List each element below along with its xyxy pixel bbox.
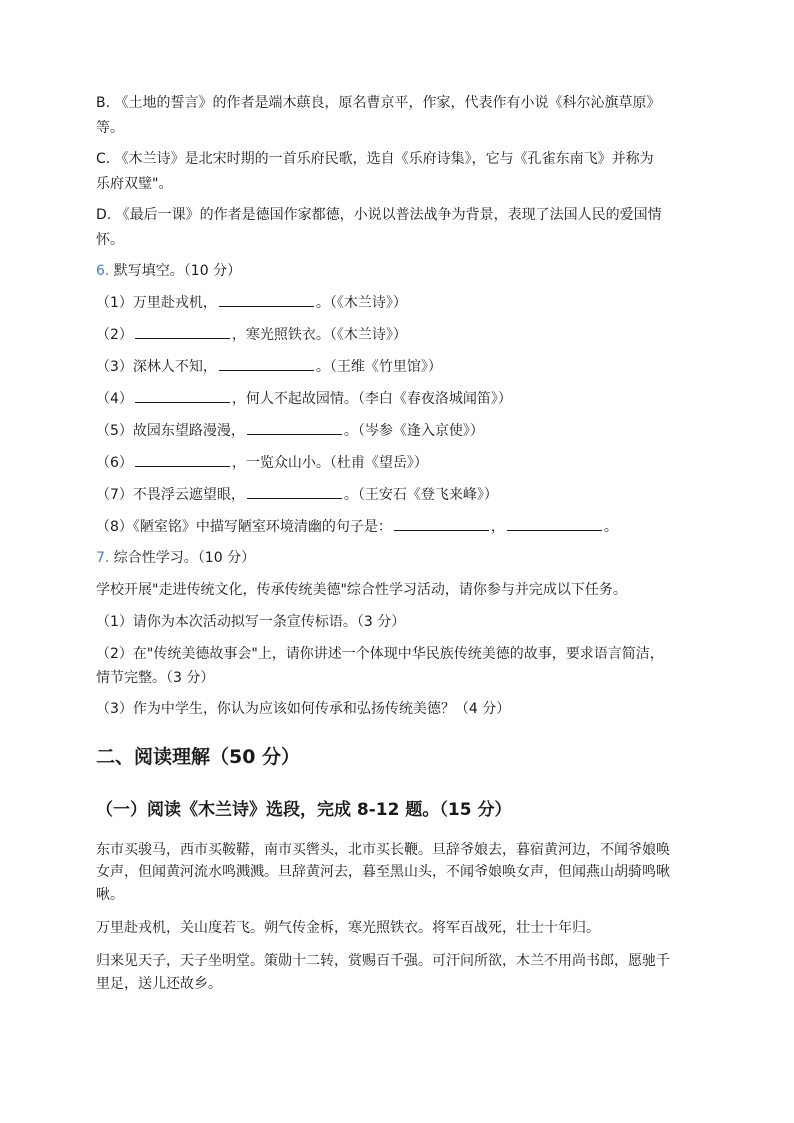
passage-para-3-line-1: 归来见天子，天子坐明堂。策勋十二转，赏赐百千强。可汗问所欲，木兰不用尚书郎，愿驰千: [96, 953, 670, 969]
fill-item-5: [96, 420, 484, 441]
option-d-line-2: 怀。: [96, 232, 124, 248]
answer-blank[interactable]: [219, 356, 314, 371]
option-b-line-2: 等。: [96, 120, 124, 136]
answer-blank[interactable]: [394, 516, 489, 531]
question-title: 默写填空。（10 分）: [109, 263, 242, 279]
question-7-task-3: （3）作为中学生，你认为应该如何传承和弘扬传统美德？（4 分）: [96, 701, 511, 717]
fill-item-1: [96, 292, 407, 313]
fill-item-suffix: 。（《木兰诗》）: [315, 295, 407, 311]
answer-blank[interactable]: [219, 292, 314, 307]
fill-item-prefix: （2）: [96, 327, 133, 343]
fill-item-suffix: 。: [603, 519, 618, 535]
passage-para-1-line-3: 啾。: [96, 887, 124, 903]
answer-blank[interactable]: [507, 516, 602, 531]
question-6-title: [96, 261, 241, 281]
fill-item-8: [96, 516, 618, 537]
question-7-title: [96, 548, 255, 568]
question-number: 6.: [96, 263, 110, 279]
fill-item-suffix: ，一览众山小。（杜甫《望岳》）: [231, 455, 428, 471]
fill-item-prefix: （6）: [96, 455, 133, 471]
question-title: 综合性学习。（10 分）: [109, 550, 256, 566]
fill-item-prefix: （8）《陋室铭》中描写陋室环境清幽的句子是：: [96, 519, 392, 535]
option-d-line-1: D. 《最后一课》的作者是德国作家都德，小说以普法战争为背景，表现了法国人民的爱国情: [96, 207, 662, 223]
answer-blank[interactable]: [247, 484, 342, 499]
answer-blank[interactable]: [135, 324, 230, 339]
fill-item-prefix: （4）: [96, 391, 133, 407]
question-7-task-1: （1）请你为本次活动拟写一条宣传标语。（3 分）: [96, 614, 406, 630]
fill-item-suffix: 。（岑参《逢入京使》）: [343, 423, 484, 439]
passage-para-3-line-2: 里足，送儿还故乡。: [96, 976, 222, 992]
option-c-line-1: C. 《木兰诗》是北宋时期的一首乐府民歌，选自《乐府诗集》，它与《孔雀东南飞》并称为: [96, 151, 654, 167]
passage-para-1-line-2: 女声，但闻黄河流水鸣溅溅。旦辞黄河去，暮至黑山头，不闻爷娘唤女声，但闻燕山胡骑鸣啾: [96, 864, 670, 880]
fill-item-suffix: 。（王维《竹里馆》）: [315, 359, 442, 375]
fill-item-prefix: （5）故园东望路漫漫，: [96, 423, 245, 439]
fill-item-prefix: （7）不畏浮云遮望眼，: [96, 487, 245, 503]
fill-item-suffix: ，寒光照铁衣。（《木兰诗》）: [231, 327, 407, 343]
answer-blank[interactable]: [247, 420, 342, 435]
fill-item-prefix: （1）万里赴戎机，: [96, 295, 217, 311]
question-7-task-2-line-1: （2）在"传统美德故事会"上，请你讲述一个体现中华民族传统美德的故事，要求语言简洁，: [96, 646, 664, 662]
answer-blank[interactable]: [135, 388, 230, 403]
fill-item-4: [96, 388, 512, 409]
fill-item-suffix: 。（王安石《登飞来峰》）: [343, 487, 498, 503]
fill-item-suffix: ，何人不起故园情。（李白《春夜洛城闻笛》）: [231, 391, 512, 407]
answer-blank[interactable]: [135, 452, 230, 467]
fill-item-prefix: （3）深林人不知，: [96, 359, 217, 375]
question-7-intro: 学校开展"走进传统文化，传承传统美德"综合性学习活动，请你参与并完成以下任务。: [96, 582, 627, 598]
fill-item-6: [96, 452, 428, 473]
question-7-task-2-line-2: 情节完整。（3 分）: [96, 670, 215, 686]
subsection-heading: （一）阅读《木兰诗》选段，完成 8-12 题。（15 分）: [96, 800, 512, 820]
question-number: 7.: [96, 550, 110, 566]
fill-item-3: [96, 356, 442, 377]
fill-item-7: [96, 484, 498, 505]
fill-item-2: [96, 324, 407, 345]
option-c-line-2: 乐府双璧"。: [96, 176, 173, 192]
passage-para-2: 万里赴戎机，关山度若飞。朔气传金柝，寒光照铁衣。将军百战死，壮士十年归。: [96, 920, 600, 936]
option-b-line-1: B. 《土地的誓言》的作者是端木蕻良，原名曹京平，作家，代表作有小说《科尔沁旗草原》: [96, 95, 661, 111]
passage-para-1-line-1: 东市买骏马，西市买鞍鞯，南市买辔头，北市买长鞭。旦辞爷娘去，暮宿黄河边，不闻爷娘唤: [96, 842, 670, 858]
section-heading: 二、阅读理解（50 分）: [96, 746, 301, 768]
fill-item-separator: ，: [490, 519, 505, 535]
